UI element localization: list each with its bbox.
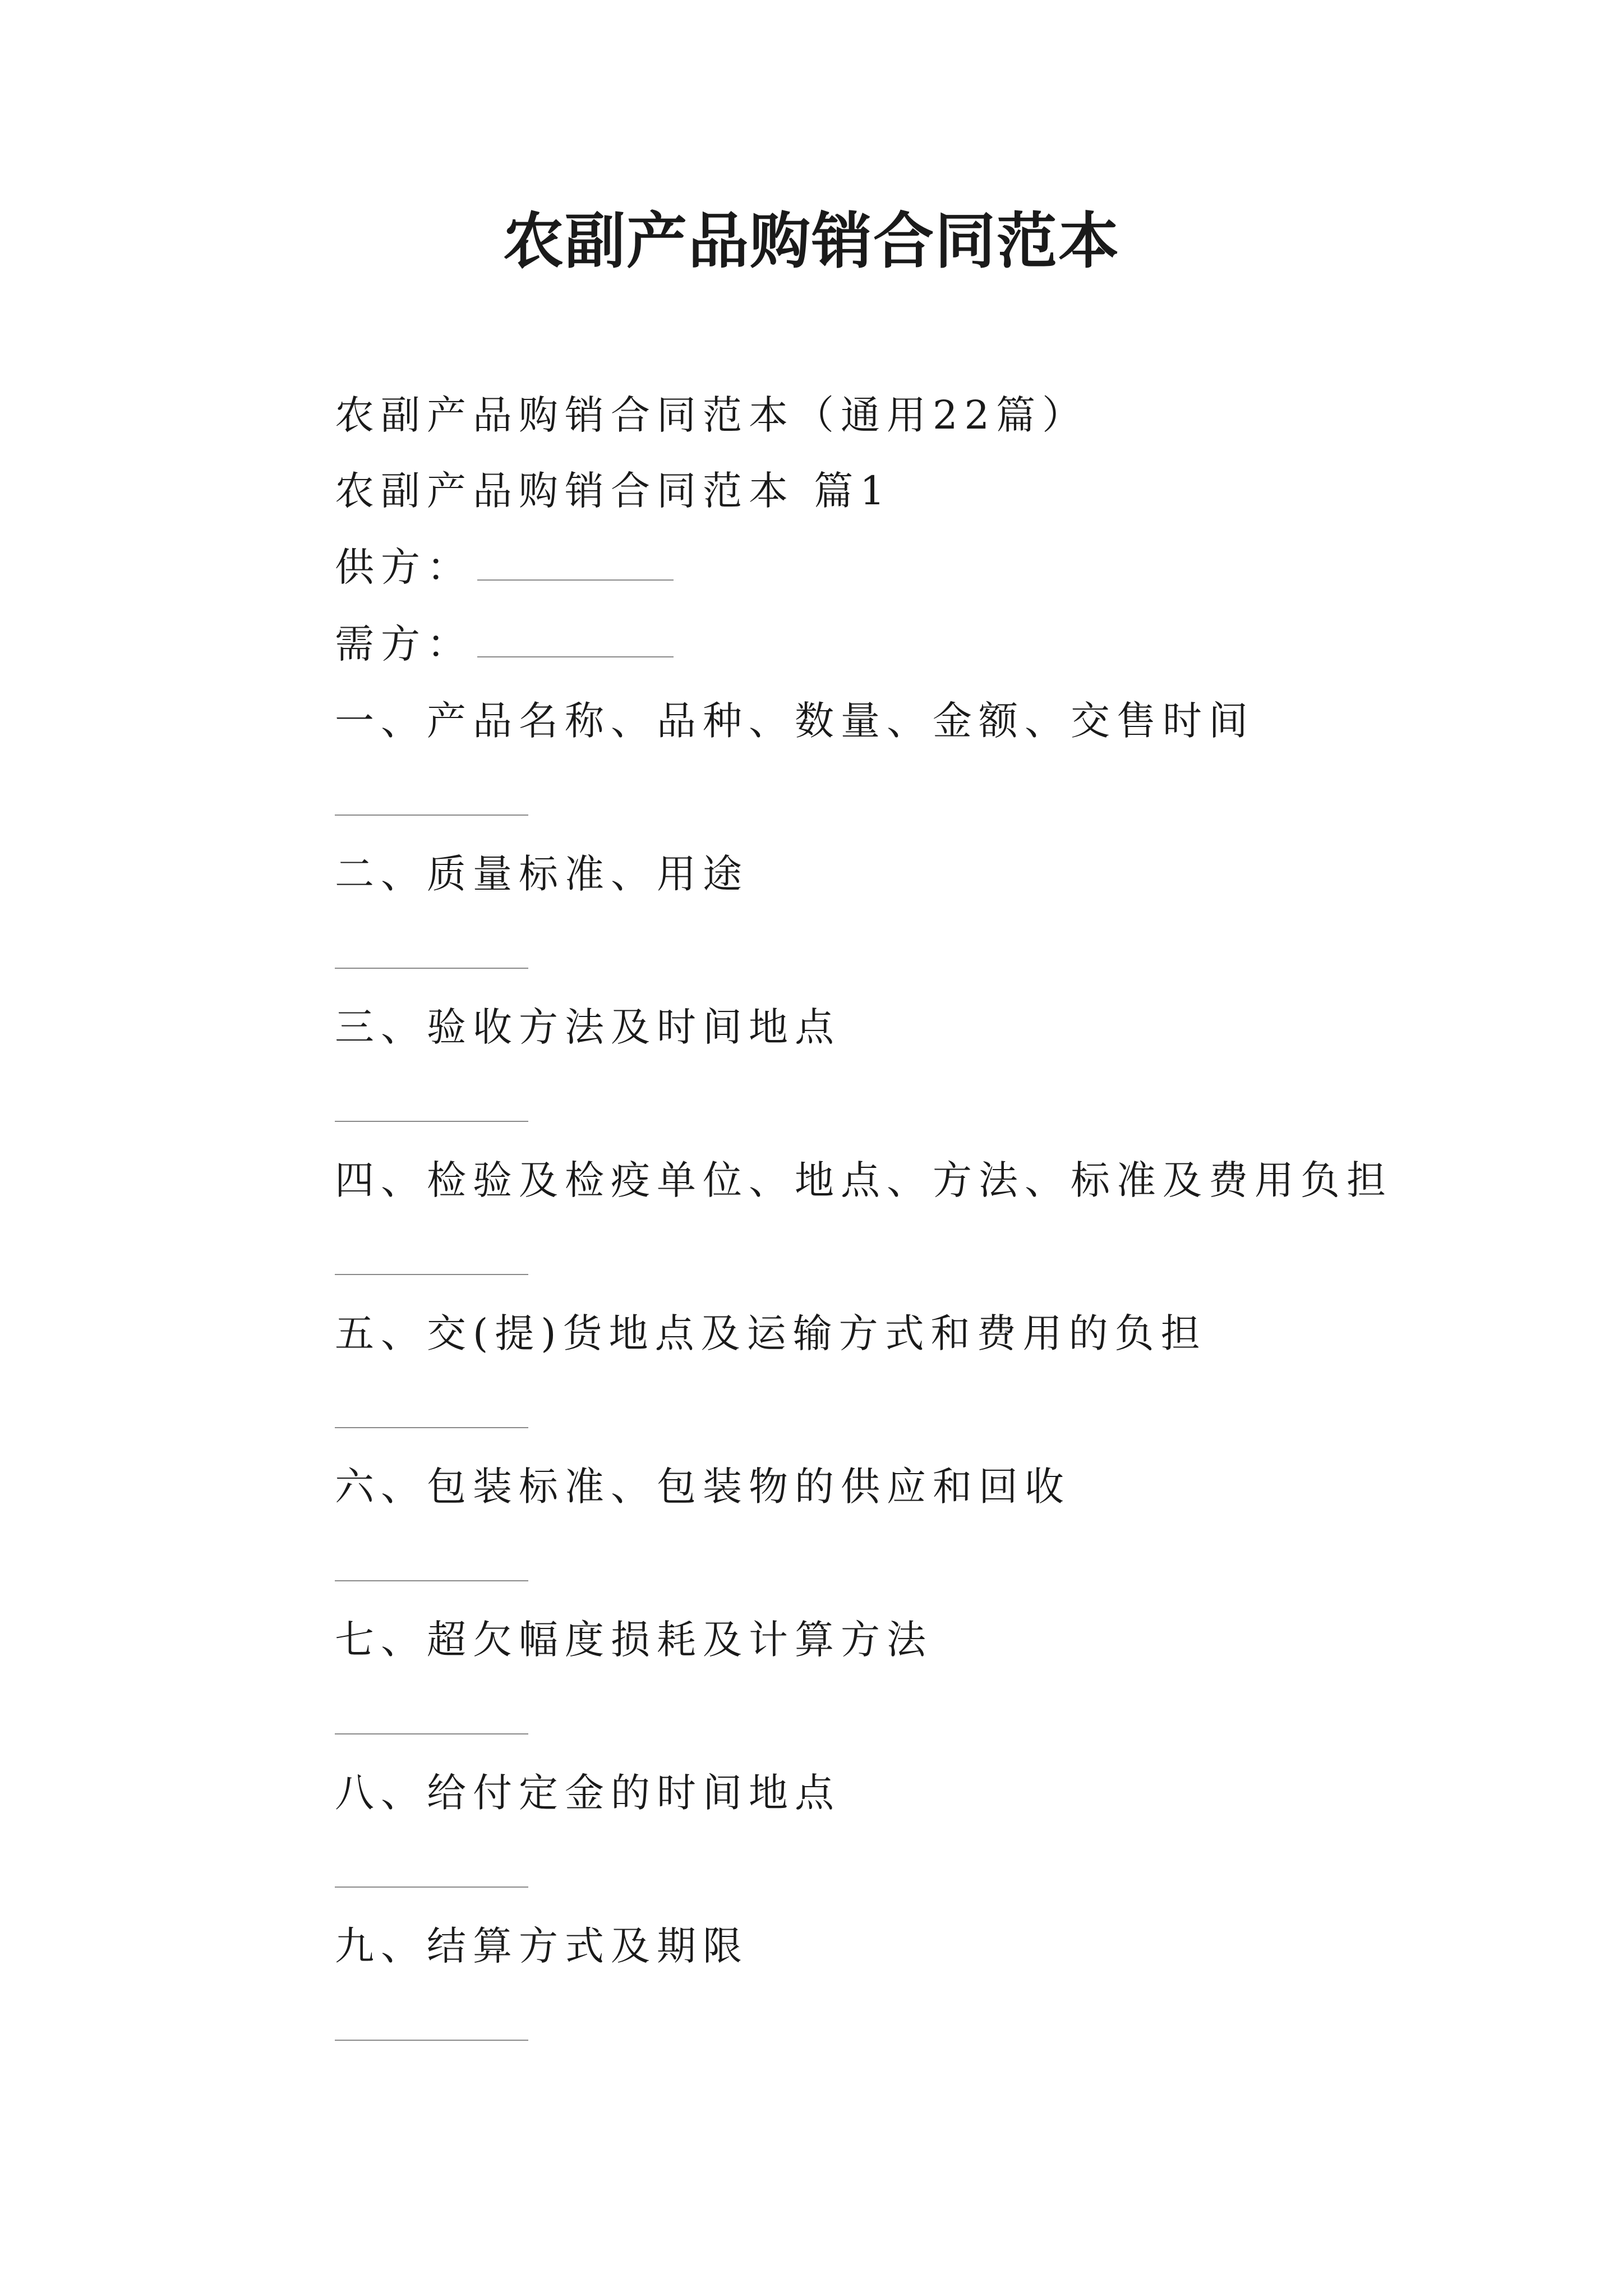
clause-2: 二、质量标准、用途 (335, 851, 749, 897)
clause-6-blank (335, 1580, 528, 1581)
clause-4: 四、检验及检疫单位、地点、方法、标准及费用负担 (335, 1157, 1393, 1203)
document-title: 农副产品购销合同范本 (502, 206, 1120, 277)
supplier-blank-field (477, 579, 674, 581)
clause-5-blank (335, 1427, 528, 1428)
clause-3: 三、验收方法及时间地点 (335, 1004, 841, 1050)
clause-7: 七、超欠幅度损耗及计算方法 (335, 1617, 933, 1663)
clause-3-blank (335, 1121, 528, 1122)
clause-2-blank (335, 968, 528, 969)
clause-9: 九、结算方式及期限 (335, 1923, 749, 1969)
clause-1: 一、产品名称、品种、数量、金额、交售时间 (335, 698, 1255, 744)
clause-9-blank (335, 2040, 528, 2041)
clause-8: 八、给付定金的时间地点 (335, 1770, 841, 1816)
clause-8-blank (335, 1887, 528, 1888)
supplier-row (335, 542, 674, 592)
clause-6: 六、包装标准、包装物的供应和回收 (335, 1464, 1071, 1510)
buyer-label: 需方： (335, 621, 473, 667)
clause-4-blank (335, 1274, 528, 1275)
clause-1-blank (335, 815, 528, 816)
document-subtitle: 农副产品购销合同范本（通用22篇） (335, 392, 1089, 438)
clause-5: 五、交(提)货地点及运输方式和费用的负担 (335, 1310, 1207, 1356)
supplier-label: 供方： (335, 544, 473, 590)
section-heading: 农副产品购销合同范本 篇1 (335, 468, 892, 514)
buyer-blank-field (477, 656, 674, 657)
clause-7-blank (335, 1733, 528, 1734)
buyer-row (335, 619, 674, 669)
